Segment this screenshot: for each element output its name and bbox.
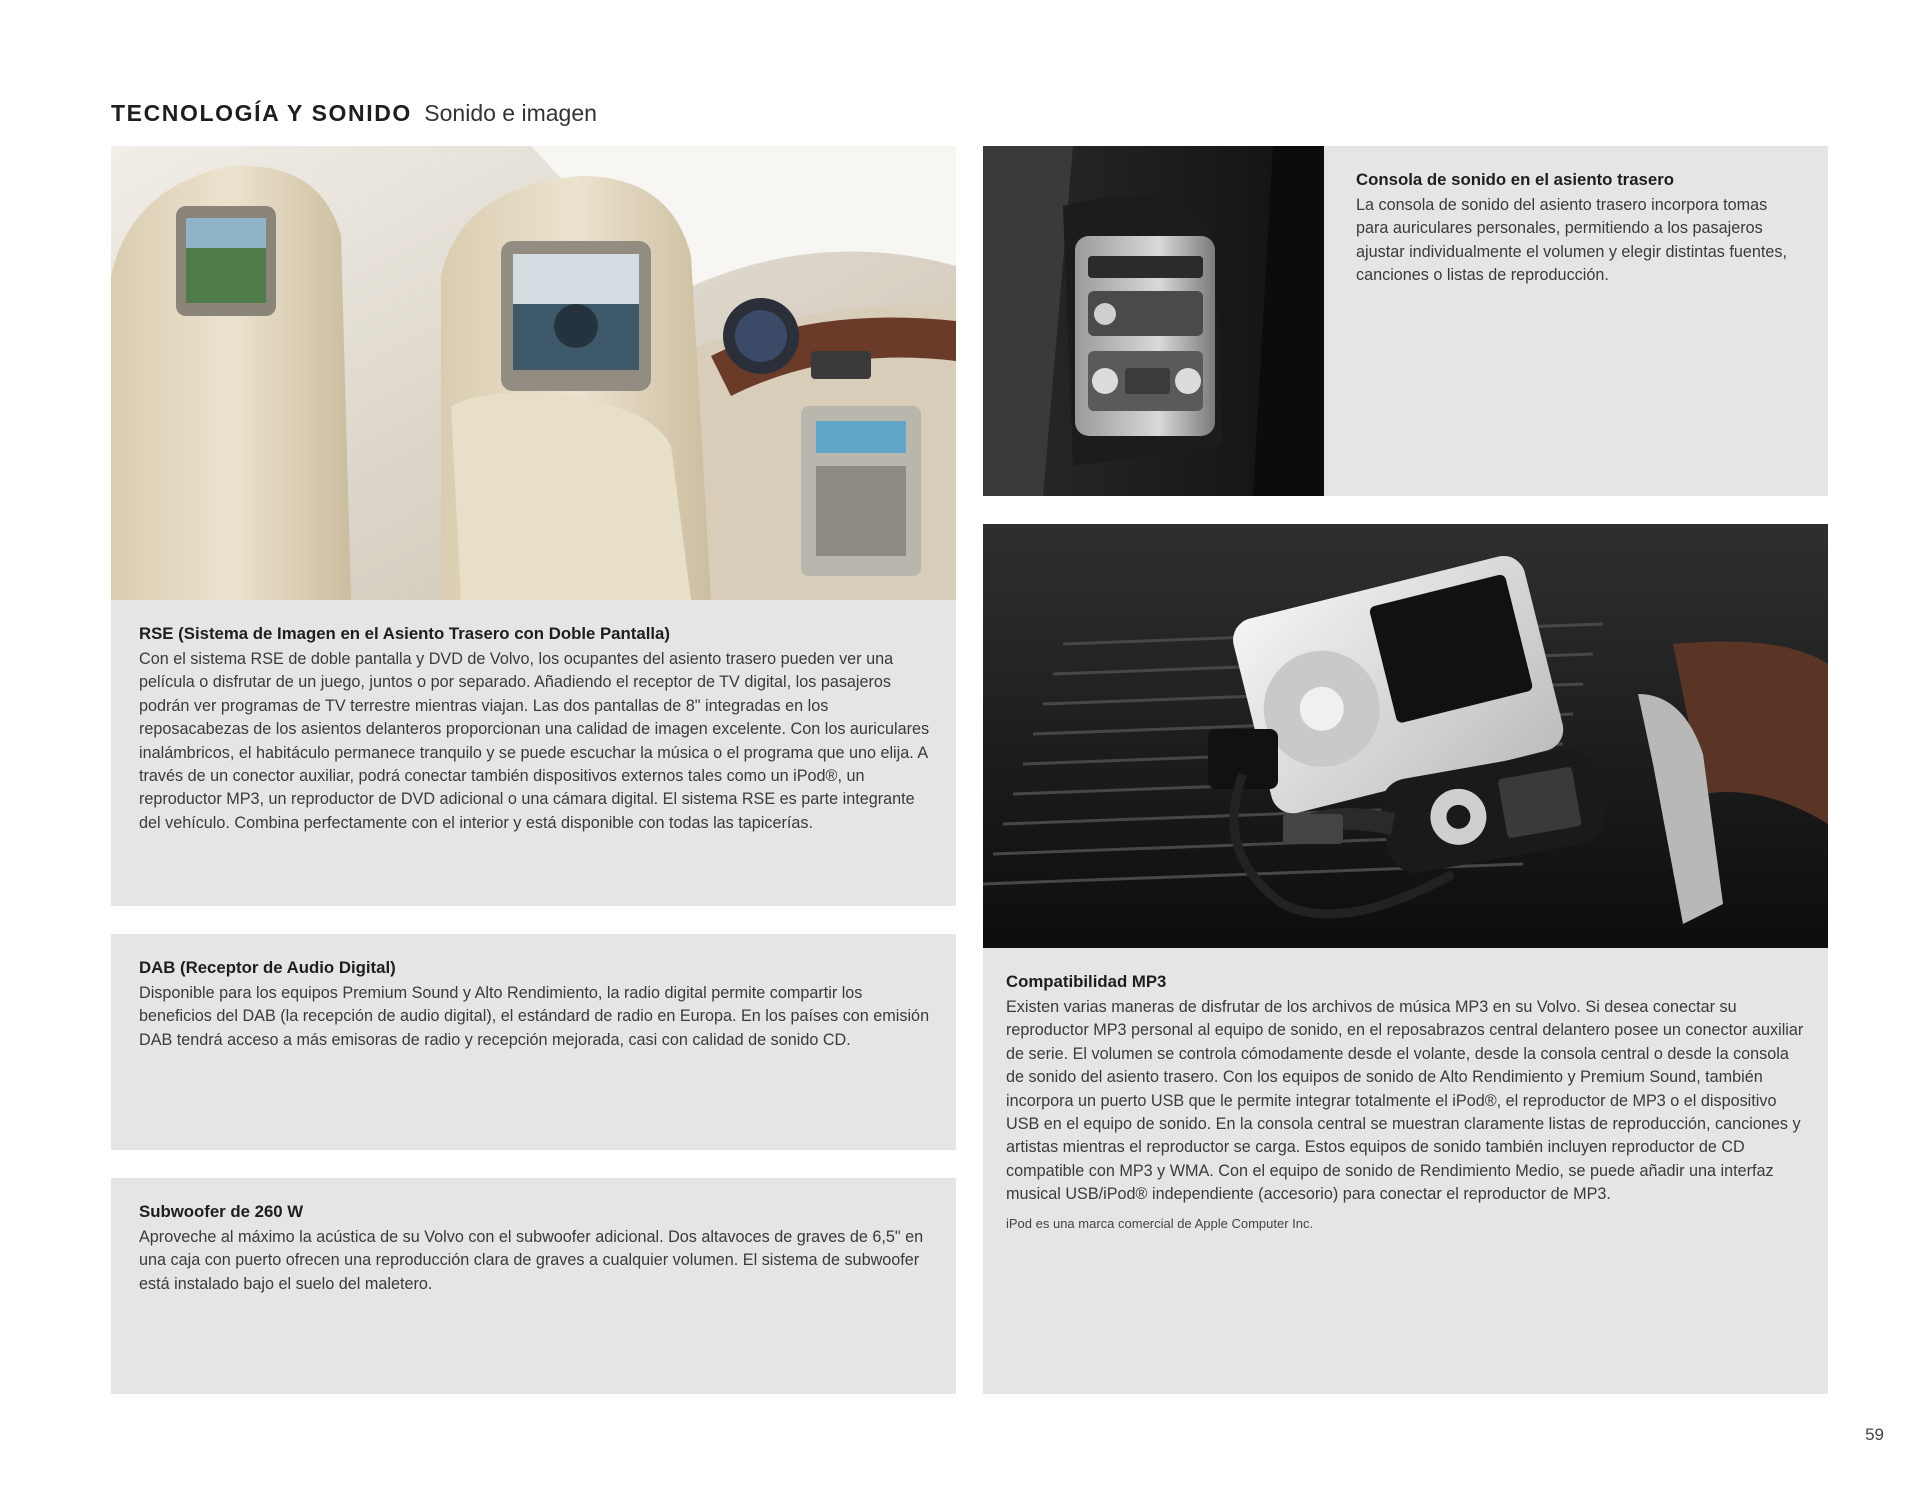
subwoofer-body: Aproveche al máximo la acústica de su Volvo con el subwoofer adicional. Dos altavoces de graves de 6,5" en una caja con puerto ofrecen una reproducción clara de graves a cualquier volumen. El sistema de subwoofer está instalado bajo el suelo del maletero. <box>139 1228 924 1293</box>
dab-text <box>139 956 934 1052</box>
mp3-trademark-note: iPod es una marca comercial de Apple Computer Inc. <box>1006 1215 1314 1231</box>
subwoofer-title: Subwoofer de 260 W <box>139 1202 304 1221</box>
page-title: TECNOLOGÍA Y SONIDO <box>111 100 412 126</box>
mp3-title: Compatibilidad MP3 <box>1006 972 1167 991</box>
dab-body: Disponible para los equipos Premium Sound y Alto Rendimiento, la radio digital permite compartir los beneficios del DAB (la recepción de audio digital), el estándard de radio en Europa. En los países con emisión DAB tendrá acceso a más emisoras de radio y recepción mejorada, casi con calidad de sonido CD. <box>139 984 930 1049</box>
console-title: Consola de sonido en el asiento trasero <box>1356 170 1674 189</box>
mp3-body: Existen varias maneras de disfrutar de los archivos de música MP3 en su Volvo. Si desea conectar su reproductor MP3 personal al equipo de sonido, en el reposabrazos central delantero posee un conector auxiliar de serie. El volumen se controla cómodamente desde el volante, desde la consola central o desde la consola de sonido del asiento trasero. Con los equipos de sonido de Alto Rendimiento y Premium Sound, también incorpora un puerto USB que le permite integrar totalmente el iPod®, el reproductor de MP3 o el dispositivo USB en el equipo de sonido. En la consola central se muestran claramente listas de reproducción, canciones y artistas mientras el reproductor se carga. Estos equipos de sonido también incluyen reproductor de CD compatible con MP3 y WMA. Con el equipo de sonido de Rendimiento Medio, se puede añadir una interfaz musical USB/iPod® independiente (accesorio) para conectar el reproductor de MP3. <box>1006 998 1804 1204</box>
page-subtitle: Sonido e imagen <box>424 100 597 126</box>
rse-photo <box>111 146 956 600</box>
mp3-text <box>1006 970 1806 1233</box>
rse-title: RSE (Sistema de Imagen en el Asiento Trasero con Doble Pantalla) <box>139 624 670 643</box>
rse-text <box>139 622 934 835</box>
subwoofer-text <box>139 1200 934 1296</box>
console-photo <box>983 146 1324 496</box>
page-number: 59 <box>1865 1425 1884 1444</box>
console-text <box>1356 168 1796 288</box>
rse-body: Con el sistema RSE de doble pantalla y DVD de Volvo, los ocupantes del asiento trasero pueden ver una película o disfrutar de un juego, juntos o por separado. Añadiendo el receptor de TV digital, los pasajeros podrán ver programas de TV terrestre mientras viajan. Las dos pantallas de 8" integradas en los reposacabezas de los asientos delanteros proporcionan una calidad de imagen excelente. Con los auriculares inalámbricos, el habitáculo permanece tranquilo y se puede escuchar la música o el programa que uno elija. A través de un conector auxiliar, podrá conectar también dispositivos externos tales como un iPod®, un reproductor MP3, un reproductor de DVD adicional o una cámara digital. El sistema RSE es parte integrante del vehículo. Combina perfectamente con el interior y está disponible con todas las tapicerías. <box>139 650 930 832</box>
dab-title: DAB (Receptor de Audio Digital) <box>139 958 396 977</box>
console-body: La consola de sonido del asiento trasero incorpora tomas para auriculares personales, permitiendo a los pasajeros ajustar individualmente el volumen y elegir distintas fuentes, canciones o listas de reproducción. <box>1356 196 1788 285</box>
mp3-photo <box>983 524 1828 948</box>
page-heading <box>111 98 597 128</box>
